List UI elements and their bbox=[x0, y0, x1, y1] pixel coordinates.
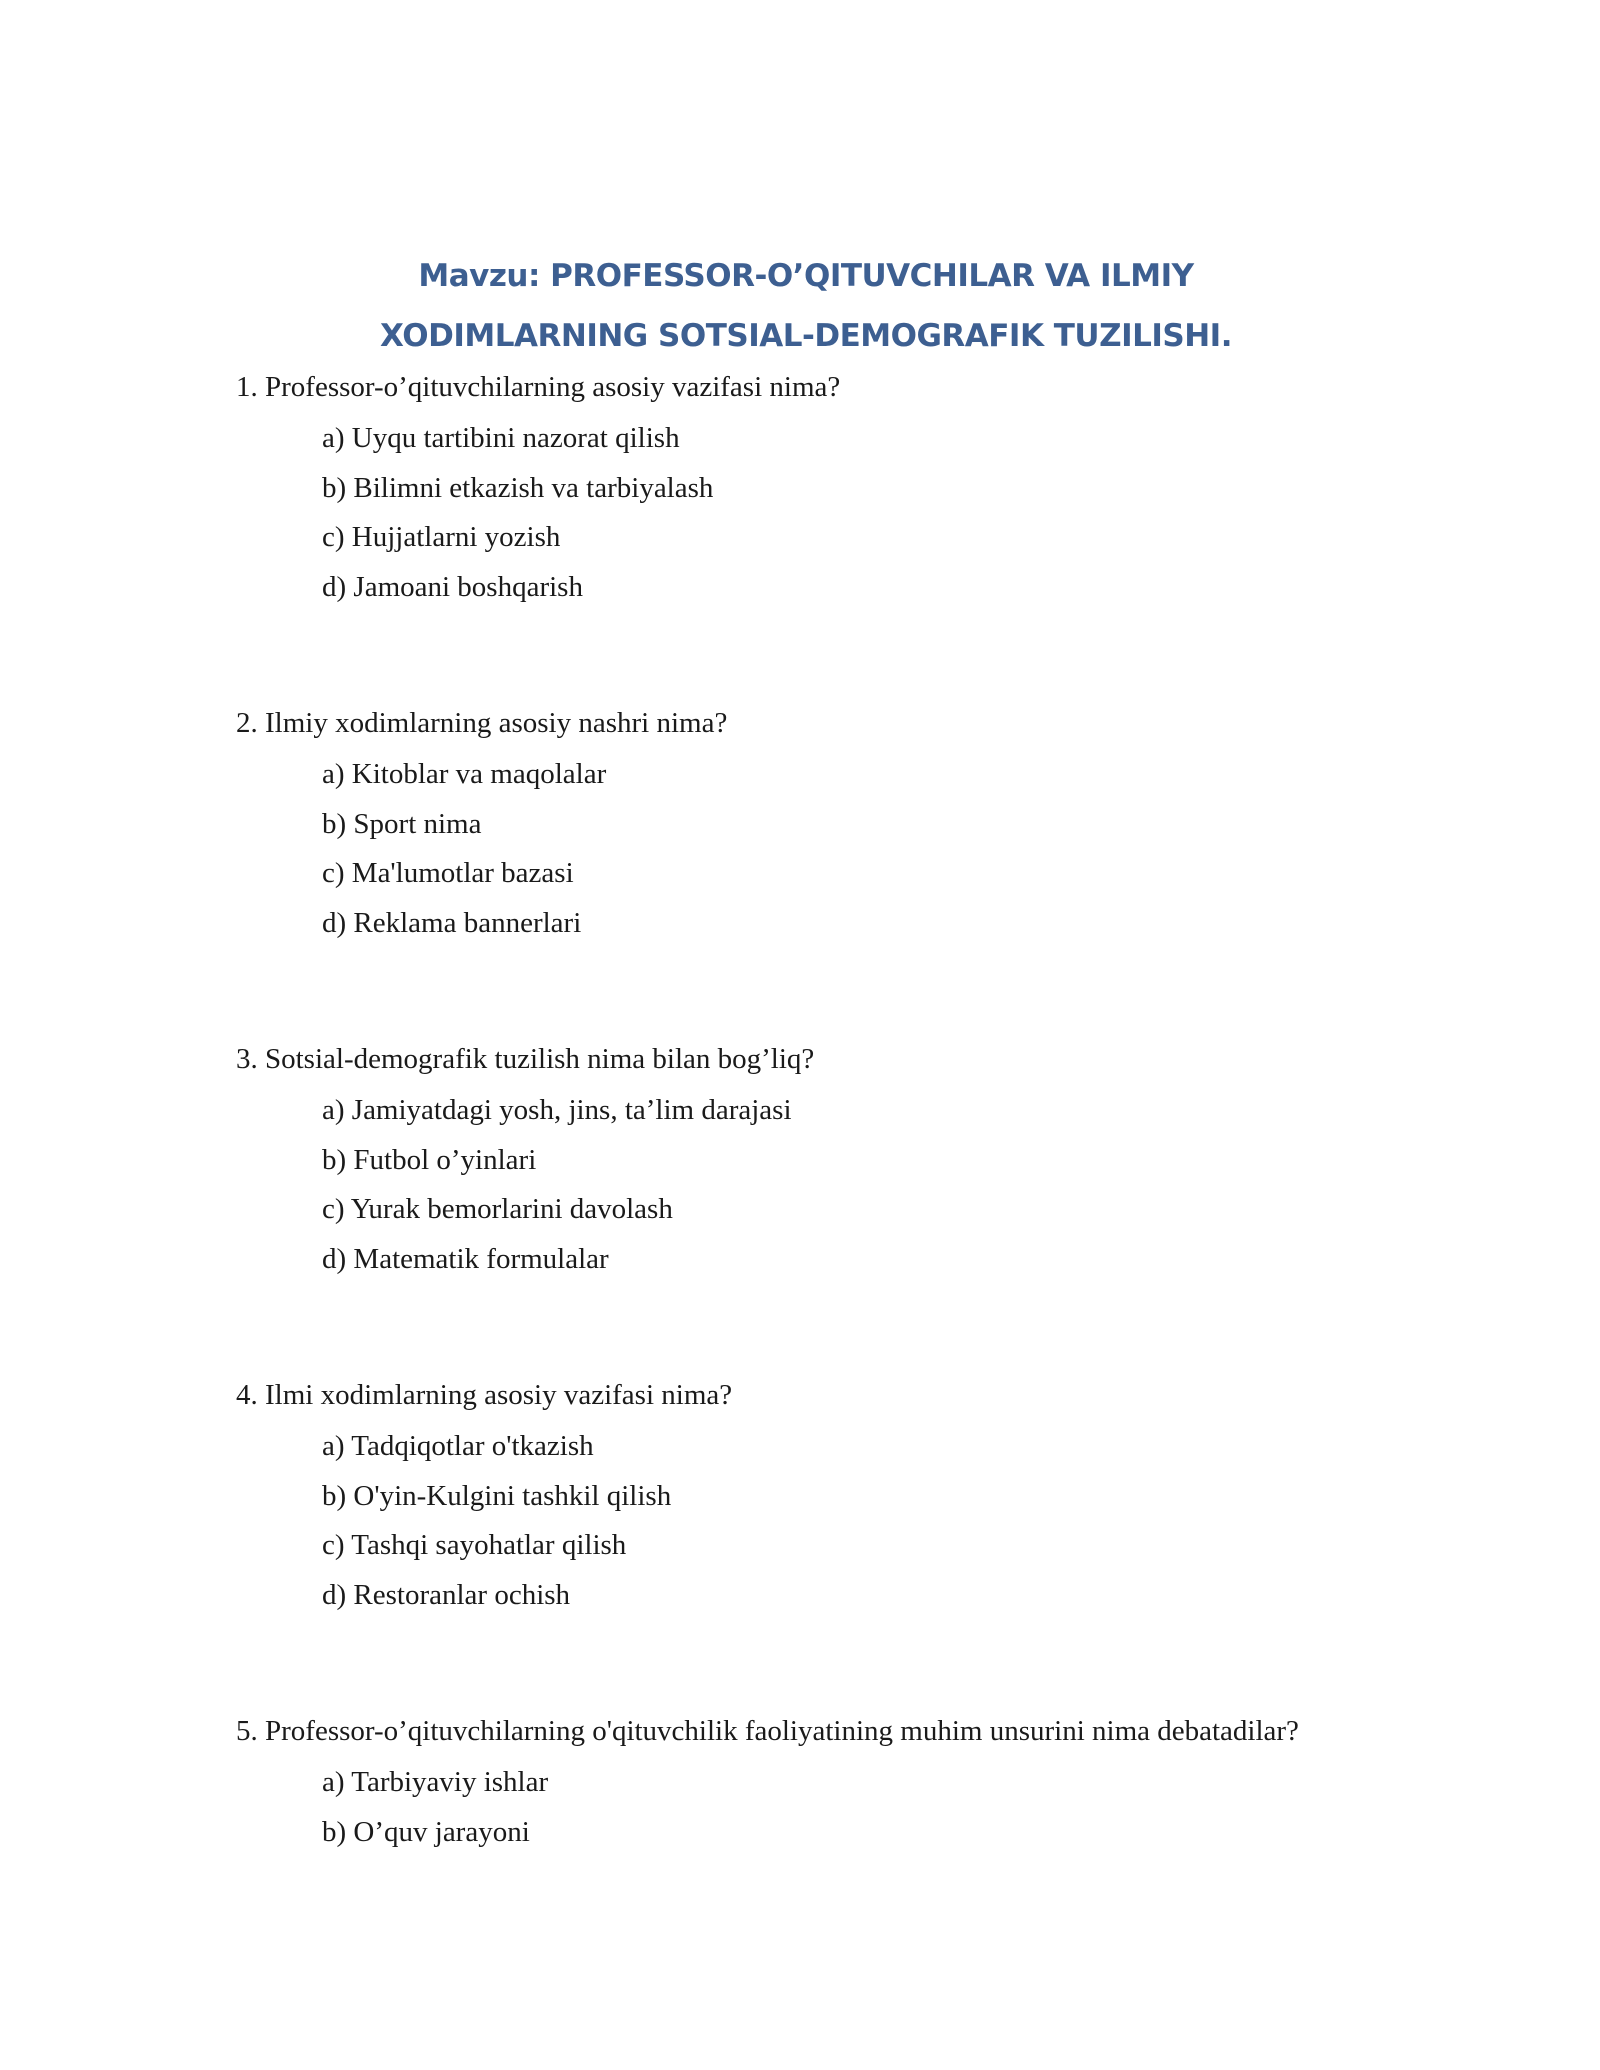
answer-list bbox=[236, 750, 1336, 948]
question-4 bbox=[236, 1374, 1336, 1620]
question-list bbox=[236, 366, 1336, 1857]
answer-option: d) Reklama bannerlari bbox=[322, 906, 582, 939]
question-text: 2. Ilmiy xodimlarning asosiy nashri nima? bbox=[236, 707, 728, 739]
answer-option: c) Yurak bemorlarini davolash bbox=[322, 1193, 673, 1225]
answer-option: b) Sport nima bbox=[322, 807, 482, 840]
answer-option: b) Futbol o’yinlari bbox=[322, 1143, 537, 1176]
title-line-1: Mavzu: PROFESSOR-O’QITUVCHILAR VA ILMIY bbox=[418, 258, 1194, 294]
answer-option: c) Hujjatlarni yozish bbox=[322, 521, 561, 553]
answer-option: b) O’quv jarayoni bbox=[322, 1815, 530, 1848]
answer-option: d) Jamoani boshqarish bbox=[322, 570, 583, 603]
answer-option: a) Tarbiyaviy ishlar bbox=[322, 1766, 549, 1798]
question-2 bbox=[236, 702, 1336, 948]
question-text: 3. Sotsial-demografik tuzilish nima bilan bog’liq? bbox=[236, 1043, 815, 1075]
document-title bbox=[236, 246, 1376, 366]
answer-option: c) Tashqi sayohatlar qilish bbox=[322, 1529, 627, 1561]
spacer bbox=[236, 948, 1336, 1038]
spacer bbox=[236, 1284, 1336, 1374]
answer-option: b) O'yin-Kulgini tashkil qilish bbox=[322, 1479, 672, 1512]
spacer bbox=[236, 1620, 1336, 1710]
spacer bbox=[236, 612, 1336, 702]
answer-option: a) Tadqiqotlar o'tkazish bbox=[322, 1430, 594, 1462]
answer-list bbox=[236, 1086, 1336, 1284]
answer-option: d) Matematik formulalar bbox=[322, 1242, 609, 1275]
question-text: 5. Professor-o’qituvchilarning o'qituvchilik faoliyatining muhim unsurini nima debatadilar? bbox=[236, 1715, 1299, 1747]
question-5 bbox=[236, 1710, 1336, 1857]
answer-option: d) Restoranlar ochish bbox=[322, 1578, 571, 1611]
answer-option: c) Ma'lumotlar bazasi bbox=[322, 857, 574, 889]
question-1 bbox=[236, 366, 1336, 612]
answer-list bbox=[236, 1758, 1336, 1857]
question-3 bbox=[236, 1038, 1336, 1284]
answer-list bbox=[236, 1422, 1336, 1620]
question-text: 4. Ilmi xodimlarning asosiy vazifasi nima? bbox=[236, 1379, 733, 1411]
answer-option: a) Jamiyatdagi yosh, jins, ta’lim darajasi bbox=[322, 1094, 792, 1126]
answer-option: a) Kitoblar va maqolalar bbox=[322, 758, 607, 790]
answer-list bbox=[236, 414, 1336, 612]
answer-option: b) Bilimni etkazish va tarbiyalash bbox=[322, 471, 714, 504]
question-text: 1. Professor-o’qituvchilarning asosiy vazifasi nima? bbox=[236, 371, 841, 403]
answer-option: a) Uyqu tartibini nazorat qilish bbox=[322, 422, 680, 454]
title-line-2: XODIMLARNING SOTSIAL-DEMOGRAFIK TUZILISHI. bbox=[380, 318, 1232, 354]
